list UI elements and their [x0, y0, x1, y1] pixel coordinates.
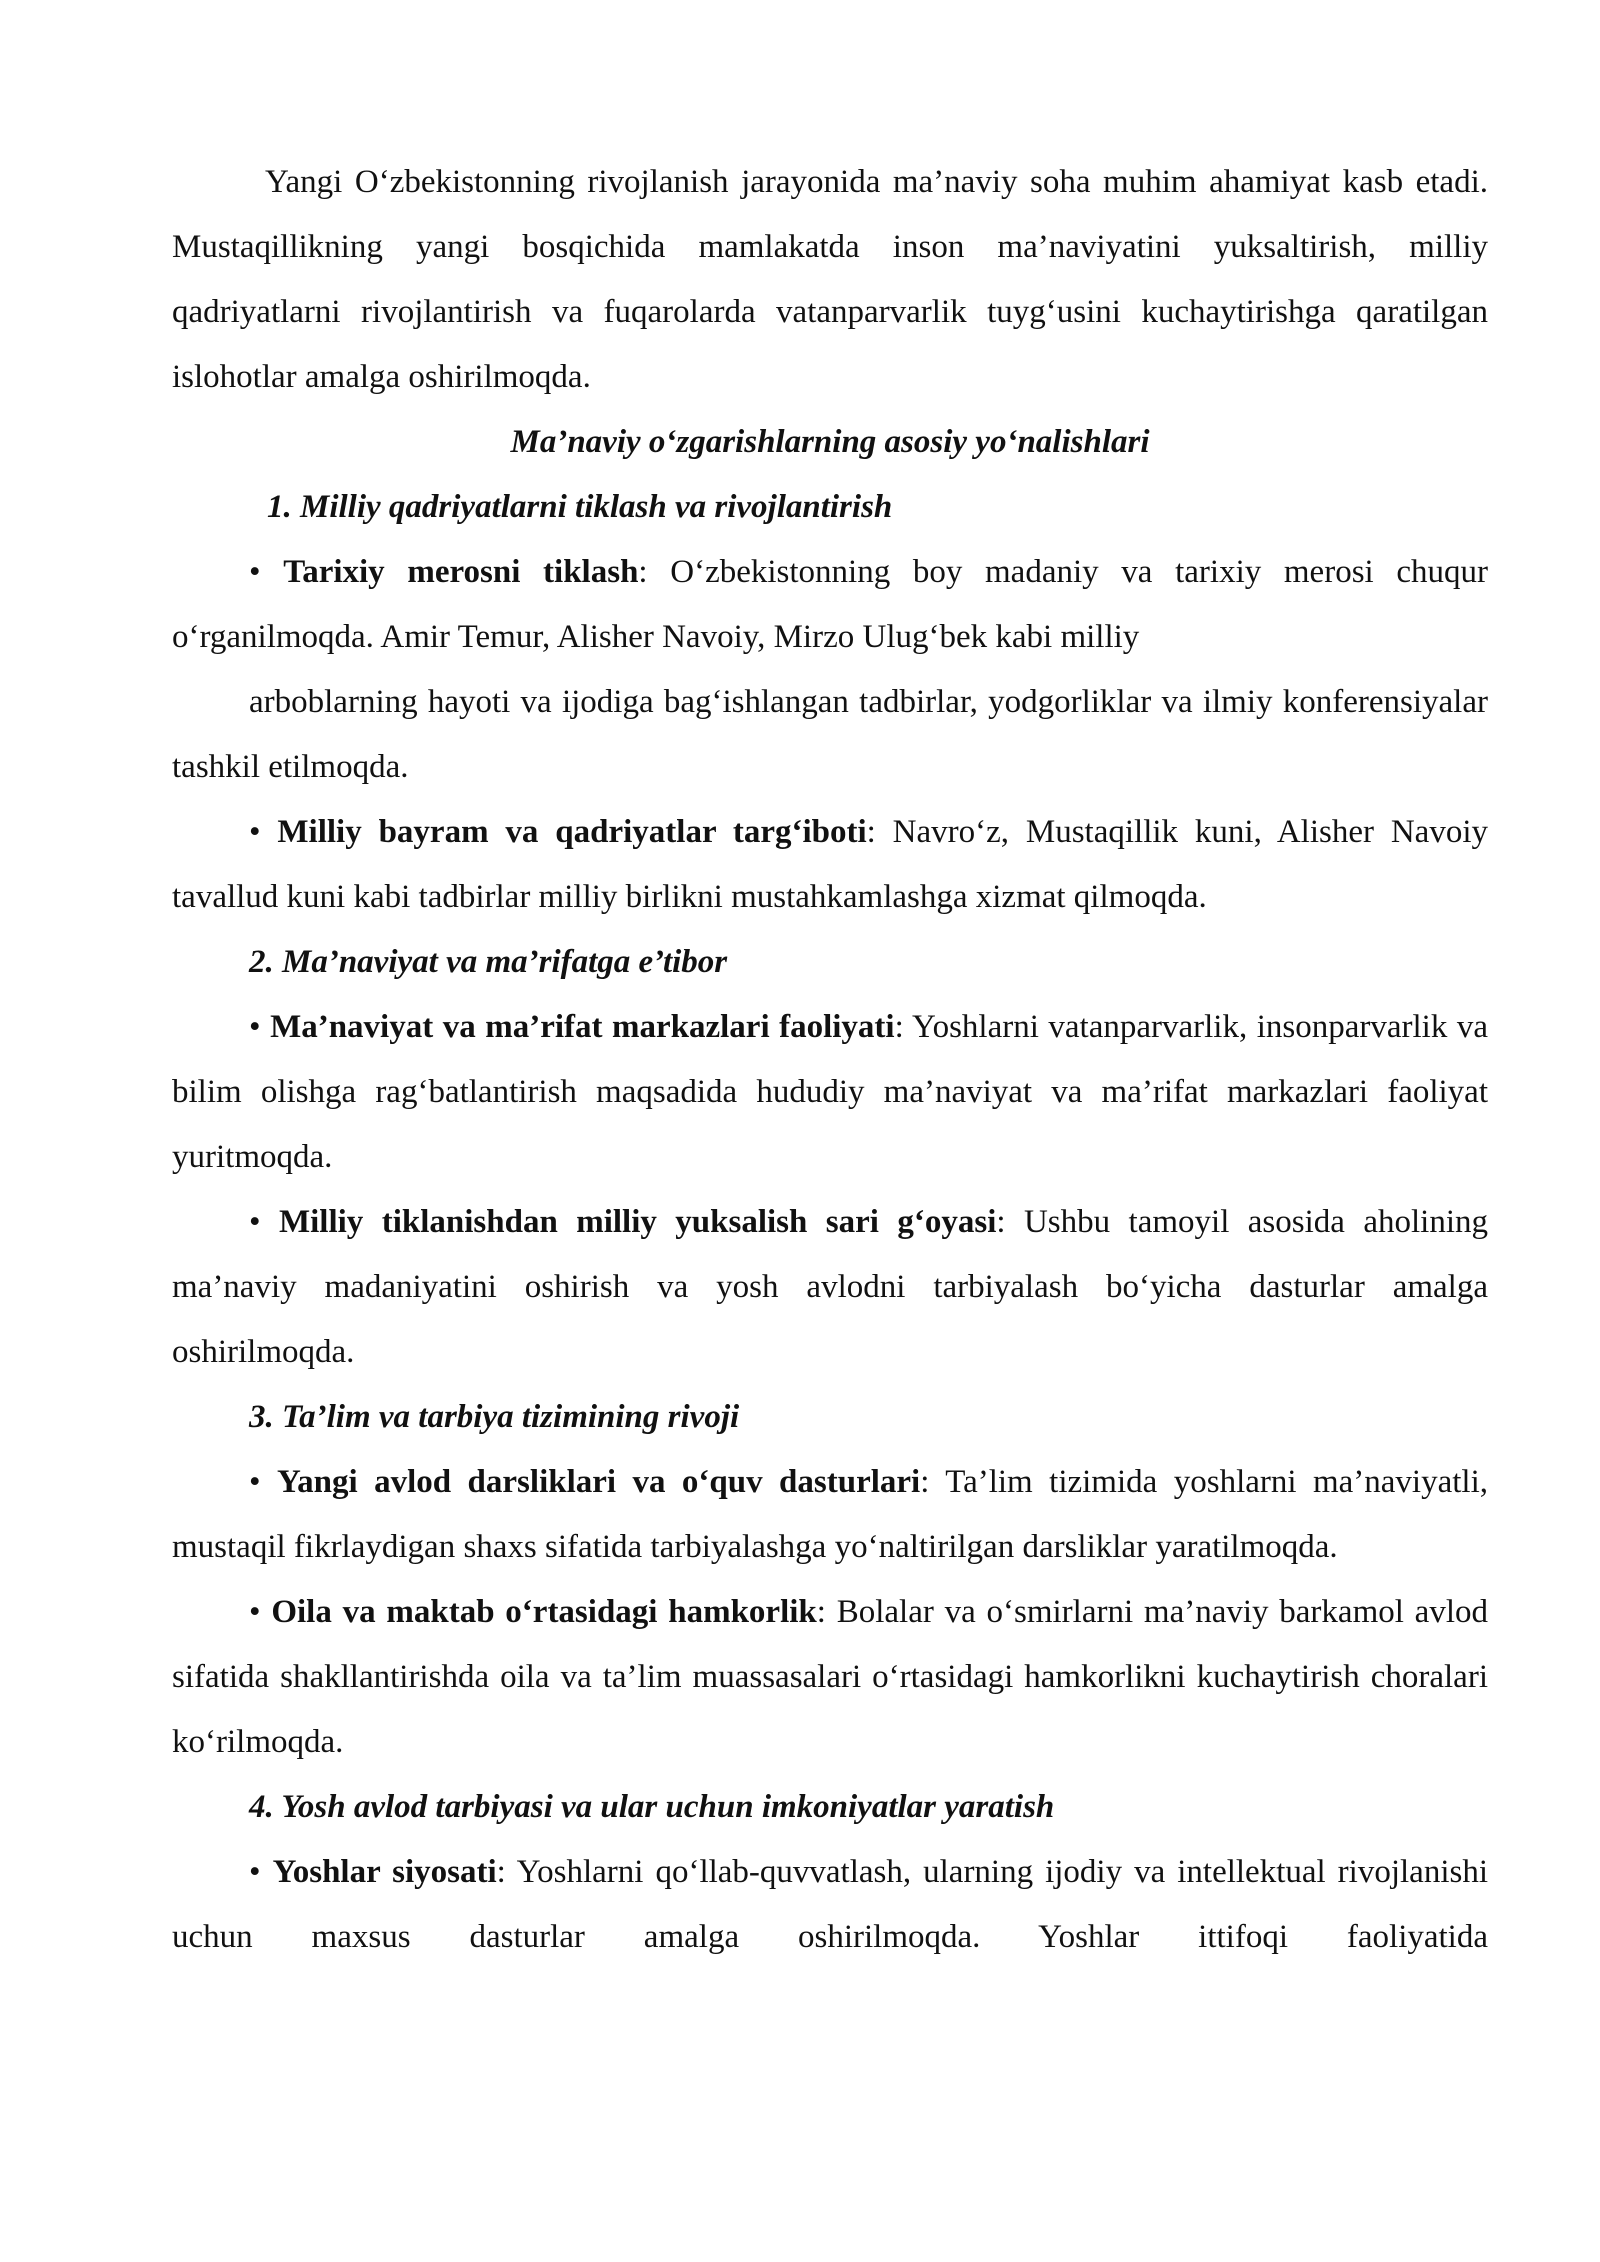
- bullet-item: [172, 1580, 1488, 1775]
- bullet-item-title: Ma’naviyat va ma’rifat markazlari faoliyati: [270, 1009, 895, 1045]
- bullet-marker: •: [249, 1464, 277, 1500]
- section-heading-2: 2. Ma’naviyat va ma’rifatga e’tibor: [249, 944, 728, 980]
- bullet-item: [172, 1190, 1488, 1385]
- bullet-item: [172, 540, 1488, 670]
- bullet-marker: •: [249, 1854, 273, 1890]
- bullet-item-title: Yoshlar siyosati: [272, 1854, 497, 1890]
- section-heading-4: 4. Yosh avlod tarbiyasi va ular uchun imkoniyatlar yaratish: [249, 1789, 1055, 1825]
- section-heading-3: 3. Ta’lim va tarbiya tizimining rivoji: [249, 1399, 740, 1435]
- bullet-item-title: Oila va maktab o‘rtasidagi hamkorlik: [271, 1594, 817, 1630]
- bullet-item-text: : Ushbu tamoyil asosida aholining ma’naviy madaniyatini oshirish va yosh avlodni tarbiyalash bo‘yicha dasturlar amalga oshirilmoqda.: [172, 1204, 1488, 1370]
- bullet-item-text: : Yoshlarni qo‘llab-quvvatlash, ularning ijodiy va intellektual rivojlanishi uchun maxsus dasturlar amalga oshirilmoqda. Yoshlar ittifoqi faoliyatida: [172, 1854, 1489, 1955]
- bullet-marker: •: [249, 554, 284, 590]
- bullet-item: [172, 1840, 1488, 1970]
- section-heading-1: 1. Milliy qadriyatlarni tiklash va rivojlantirish: [267, 489, 893, 525]
- bullet-item: [172, 1450, 1488, 1580]
- bullet-item-text: : Ta’lim tizimida yoshlarni ma’naviyatli, mustaqil fikrlaydigan shaxs sifatida tarbiyalashga yo‘naltirilgan darsliklar yaratilmoqda.: [172, 1464, 1488, 1565]
- bullet-item-title: Yangi avlod darsliklari va o‘quv dasturlari: [276, 1464, 921, 1500]
- main-heading: Ma’naviy o‘zgarishlarning asosiy yo‘nalishlari: [510, 424, 1150, 460]
- intro-paragraph: Yangi O‘zbekistonning rivojlanish jarayonida ma’naviy soha muhim ahamiyat kasb etadi. Mustaqillikning yangi bosqichida mamlakatda inson ma’naviyatini yuksaltirish, milliy qadriyatlarni rivojlantirish va fuqarolarda vatanparvarlik tuyg‘usini kuchaytirishga qaratilgan islohotlar amalga oshirilmoqda.: [172, 164, 1488, 395]
- bullet-item-text: : O‘zbekistonning boy madaniy va tarixiy merosi chuqur o‘rganilmoqda. Amir Temur, Alisher Navoiy, Mirzo Ulug‘bek kabi milliy: [172, 554, 1488, 655]
- bullet-item-text: : Yoshlarni vatanparvarlik, insonparvarlik va bilim olishga rag‘batlantirish maqsadida hududiy ma’naviyat va ma’rifat markazlari faoliyat yuritmoqda.: [172, 1009, 1488, 1175]
- bullet-item-text: : Bolalar va o‘smirlarni ma’naviy barkamol avlod sifatida shakllantirishda oila va ta’lim muassasalari o‘rtasidagi hamkorlikni kuchaytirish choralari ko‘rilmoqda.: [172, 1594, 1488, 1760]
- bullet-marker: •: [249, 1009, 271, 1045]
- bullet-item-title: Tarixiy merosni tiklash: [283, 554, 639, 590]
- bullet-marker: •: [249, 1204, 279, 1240]
- bullet-item: [172, 800, 1488, 930]
- bullet-marker: •: [249, 814, 278, 850]
- bullet-item: [172, 995, 1488, 1190]
- bullet-marker: •: [249, 1594, 272, 1630]
- document-page: [172, 150, 1488, 1970]
- bullet-item-title: Milliy bayram va qadriyatlar targ‘iboti: [277, 814, 867, 850]
- bullet-item-text: : Navro‘z, Mustaqillik kuni, Alisher Navoiy tavallud kuni kabi tadbirlar milliy birlikni mustahkamlashga xizmat qilmoqda.: [172, 814, 1488, 915]
- bullet-item-title: Milliy tiklanishdan milliy yuksalish sari g‘oyasi: [278, 1204, 997, 1240]
- continuation-paragraph: arboblarning hayoti va ijodiga bag‘ishlangan tadbirlar, yodgorliklar va ilmiy konferensiyalar tashkil etilmoqda.: [172, 684, 1488, 785]
